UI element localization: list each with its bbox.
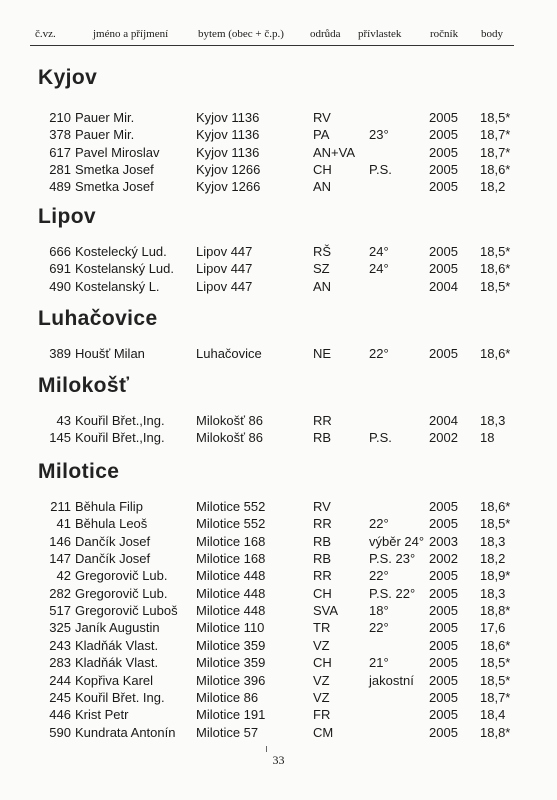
grower-address: Milotice 448 <box>196 585 266 601</box>
variety-code: RV <box>313 110 331 125</box>
sample-number: 244 <box>49 672 71 688</box>
points: 18,5* <box>480 655 511 671</box>
variety-code: AN <box>313 179 332 195</box>
variety-code: VZ <box>313 672 330 688</box>
sample-number: 147 <box>49 551 71 567</box>
table-row <box>0 413 557 431</box>
points: 18,5* <box>480 278 511 294</box>
variety-code: RŠ <box>313 244 332 259</box>
variety-code: CH <box>313 585 332 601</box>
sample-number: 590 <box>49 724 71 740</box>
variety-code: RV <box>313 499 331 514</box>
header-name: jméno a příjmení <box>93 28 169 40</box>
grower-address: Milotice 359 <box>196 655 266 671</box>
points: 18,6* <box>480 162 511 178</box>
table-row <box>0 690 557 708</box>
grower-name: Pavel Miroslav <box>75 144 160 160</box>
grower-address: Kyjov 1266 <box>196 162 261 178</box>
attribute: 21° <box>369 655 389 671</box>
vintage-year: 2005 <box>429 110 458 125</box>
sample-number: 283 <box>49 655 71 671</box>
grower-name: Kostelanský Lud. <box>75 261 175 277</box>
table-row <box>0 725 557 743</box>
header-points: body <box>481 28 503 40</box>
grower-name: Kladňák Vlast. <box>75 655 159 671</box>
table-row <box>0 603 557 621</box>
variety-code: RB <box>313 533 332 549</box>
attribute: 22° <box>369 568 389 584</box>
variety-code: RB <box>313 430 332 446</box>
vintage-year: 2005 <box>429 244 458 259</box>
vintage-year: 2005 <box>429 672 458 688</box>
grower-name: Dančík Josef <box>75 533 151 549</box>
attribute: 23° <box>369 127 389 143</box>
grower-name: Kostelanský L. <box>75 278 160 294</box>
grower-name: Běhula Filip <box>75 499 143 514</box>
grower-address: Milotice 359 <box>196 637 266 653</box>
grower-name: Dančík Josef <box>75 551 151 567</box>
variety-code: NE <box>313 346 332 361</box>
table-row <box>0 244 557 262</box>
header-divider <box>30 45 514 46</box>
grower-name: Kundrata Antonín <box>75 724 176 740</box>
variety-code: FR <box>313 707 331 723</box>
header-year: ročník <box>430 28 459 40</box>
attribute: 22° <box>369 620 389 636</box>
table-row <box>0 516 557 534</box>
sample-number: 490 <box>49 278 71 294</box>
attribute: výběr 24° <box>369 533 425 549</box>
grower-address: Milotice 86 <box>196 689 259 705</box>
table-row <box>0 655 557 673</box>
grower-address: Milotice 448 <box>196 568 266 584</box>
points: 18,3 <box>480 413 506 428</box>
grower-name: Kouřil Břet. Ing. <box>75 689 165 705</box>
points: 18,7* <box>480 127 511 143</box>
grower-address: Milotice 552 <box>196 516 266 532</box>
table-row <box>0 534 557 552</box>
points: 18,5* <box>480 516 511 532</box>
table-row <box>0 568 557 586</box>
vintage-year: 2005 <box>429 261 458 277</box>
grower-name: Pauer Mir. <box>75 110 135 125</box>
variety-code: AN+VA <box>313 144 356 160</box>
vintage-year: 2005 <box>429 568 458 584</box>
table-row <box>0 586 557 604</box>
grower-name: Janík Augustin <box>75 620 160 636</box>
sample-number: 691 <box>49 261 71 277</box>
sample-number: 146 <box>49 533 71 549</box>
points: 18,9* <box>480 568 511 584</box>
section-title: Luhačovice <box>38 307 158 330</box>
attribute: P.S. 23° <box>369 551 416 567</box>
table-row <box>0 279 557 297</box>
grower-address: Milotice 57 <box>196 724 259 740</box>
header-num: č.vz. <box>35 28 56 40</box>
vintage-year: 2005 <box>429 499 458 514</box>
attribute: 24° <box>369 261 389 277</box>
section-title: Kyjov <box>38 66 98 89</box>
variety-code: PA <box>313 127 330 143</box>
points: 18,3 <box>480 533 506 549</box>
grower-name: Kladňák Vlast. <box>75 637 159 653</box>
sample-number: 489 <box>49 179 71 195</box>
variety-code: SZ <box>313 261 330 277</box>
grower-name: Gregorovič Luboš <box>75 603 178 619</box>
points: 18,5* <box>480 244 511 259</box>
grower-address: Milotice 448 <box>196 603 266 619</box>
column-header <box>0 28 557 44</box>
grower-address: Milokošť 86 <box>196 413 264 428</box>
table-row <box>0 261 557 279</box>
grower-name: Kostelecký Lud. <box>75 244 167 259</box>
points: 18,8* <box>480 724 511 740</box>
header-address: bytem (obec + č.p.) <box>198 28 284 40</box>
grower-address: Lipov 447 <box>196 278 253 294</box>
variety-code: RR <box>313 568 332 584</box>
sample-number: 517 <box>49 603 71 619</box>
vintage-year: 2005 <box>429 689 458 705</box>
sample-number: 378 <box>49 127 71 143</box>
vintage-year: 2005 <box>429 162 458 178</box>
grower-address: Lipov 447 <box>196 244 253 259</box>
vintage-year: 2002 <box>429 430 458 446</box>
vintage-year: 2005 <box>429 637 458 653</box>
grower-address: Lipov 447 <box>196 261 253 277</box>
table-row <box>0 179 557 197</box>
grower-address: Milotice 191 <box>196 707 266 723</box>
page-number: 33 <box>272 753 285 767</box>
grower-name: Smetka Josef <box>75 162 154 178</box>
grower-address: Milotice 168 <box>196 551 266 567</box>
variety-code: SVA <box>313 603 339 619</box>
grower-address: Kyjov 1136 <box>196 144 260 160</box>
vintage-year: 2005 <box>429 346 458 361</box>
variety-code: TR <box>313 620 331 636</box>
points: 18 <box>480 430 495 446</box>
vintage-year: 2003 <box>429 533 458 549</box>
points: 18,7* <box>480 144 511 160</box>
grower-name: Smetka Josef <box>75 179 154 195</box>
vintage-year: 2005 <box>429 127 458 143</box>
table-row <box>0 110 557 128</box>
vintage-year: 2002 <box>429 551 458 567</box>
variety-code: CH <box>313 655 332 671</box>
points: 18,6* <box>480 261 511 277</box>
vintage-year: 2004 <box>429 278 458 294</box>
vintage-year: 2005 <box>429 707 458 723</box>
vintage-year: 2005 <box>429 603 458 619</box>
grower-name: Pauer Mir. <box>75 127 135 143</box>
vintage-year: 2005 <box>429 585 458 601</box>
attribute: 22° <box>369 516 389 532</box>
variety-code: RB <box>313 551 332 567</box>
sample-number: 243 <box>49 637 71 653</box>
grower-address: Milotice 552 <box>196 499 266 514</box>
grower-name: Kouřil Břet.,Ing. <box>75 413 165 428</box>
attribute: 22° <box>369 346 389 361</box>
table-row <box>0 127 557 145</box>
sample-number: 42 <box>56 568 71 584</box>
sample-number: 145 <box>49 430 71 446</box>
sample-number: 41 <box>56 516 71 532</box>
grower-address: Kyjov 1136 <box>196 110 260 125</box>
attribute: 24° <box>369 244 389 259</box>
vintage-year: 2005 <box>429 144 458 160</box>
variety-code: CH <box>313 162 332 178</box>
grower-address: Milotice 396 <box>196 672 266 688</box>
sample-number: 666 <box>49 244 71 259</box>
variety-code: RR <box>313 516 332 532</box>
variety-code: CM <box>313 724 334 740</box>
grower-address: Milotice 168 <box>196 533 266 549</box>
sample-number: 211 <box>50 499 71 514</box>
sample-number: 210 <box>49 110 71 125</box>
points: 18,5* <box>480 110 511 125</box>
points: 17,6 <box>480 620 506 636</box>
points: 18,2 <box>480 551 506 567</box>
vintage-year: 2005 <box>429 516 458 532</box>
grower-address: Luhačovice <box>196 346 262 361</box>
attribute: P.S. <box>369 430 392 446</box>
points: 18,6* <box>480 637 511 653</box>
table-row <box>0 620 557 638</box>
table-row <box>0 673 557 691</box>
header-variety: odrůda <box>310 28 341 40</box>
sample-number: 617 <box>49 144 71 160</box>
points: 18,6* <box>480 499 511 514</box>
table-row <box>0 430 557 448</box>
points: 18,6* <box>480 346 511 361</box>
grower-address: Milotice 110 <box>196 620 265 636</box>
grower-address: Milokošť 86 <box>196 430 264 446</box>
grower-address: Kyjov 1136 <box>196 127 260 143</box>
points: 18,8* <box>480 603 511 619</box>
sample-number: 43 <box>56 413 71 428</box>
table-row <box>0 499 557 517</box>
variety-code: RR <box>313 413 332 428</box>
grower-address: Kyjov 1266 <box>196 179 261 195</box>
variety-code: VZ <box>313 689 330 705</box>
grower-name: Běhula Leoš <box>75 516 148 532</box>
attribute: 18° <box>369 603 389 619</box>
grower-name: Krist Petr <box>75 707 129 723</box>
points: 18,3 <box>480 585 506 601</box>
points: 18,7* <box>480 689 511 705</box>
header-attribute: přívlastek <box>358 28 402 40</box>
variety-code: VZ <box>313 637 330 653</box>
vintage-year: 2004 <box>429 413 458 428</box>
sample-number: 282 <box>49 585 71 601</box>
points: 18,2 <box>480 179 506 195</box>
table-row <box>0 145 557 163</box>
attribute: jakostní <box>369 672 414 688</box>
sample-number: 281 <box>49 162 71 178</box>
table-row <box>0 551 557 569</box>
grower-name: Gregorovič Lub. <box>75 568 168 584</box>
vintage-year: 2005 <box>429 724 458 740</box>
table-row <box>0 707 557 725</box>
sample-number: 325 <box>49 620 71 636</box>
section-title: Lipov <box>38 205 96 228</box>
sample-number: 446 <box>49 707 71 723</box>
attribute: P.S. 22° <box>369 585 416 601</box>
variety-code: AN <box>313 278 332 294</box>
vintage-year: 2005 <box>429 179 458 195</box>
vintage-year: 2005 <box>429 620 458 636</box>
table-row <box>0 346 557 364</box>
sample-number: 245 <box>49 689 71 705</box>
grower-name: Gregorovič Lub. <box>75 585 168 601</box>
table-row <box>0 162 557 180</box>
grower-name: Houšť Milan <box>75 346 145 361</box>
vintage-year: 2005 <box>429 655 458 671</box>
points: 18,5* <box>480 672 511 688</box>
footer-mark <box>266 746 267 752</box>
section-title: Milokošť <box>38 374 130 397</box>
grower-name: Kouřil Břet.,Ing. <box>75 430 165 446</box>
sample-number: 389 <box>49 346 71 361</box>
table-row <box>0 638 557 656</box>
section-title: Milotice <box>38 460 120 483</box>
grower-name: Kopřiva Karel <box>75 672 154 688</box>
attribute: P.S. <box>369 162 392 178</box>
points: 18,4 <box>480 707 506 723</box>
